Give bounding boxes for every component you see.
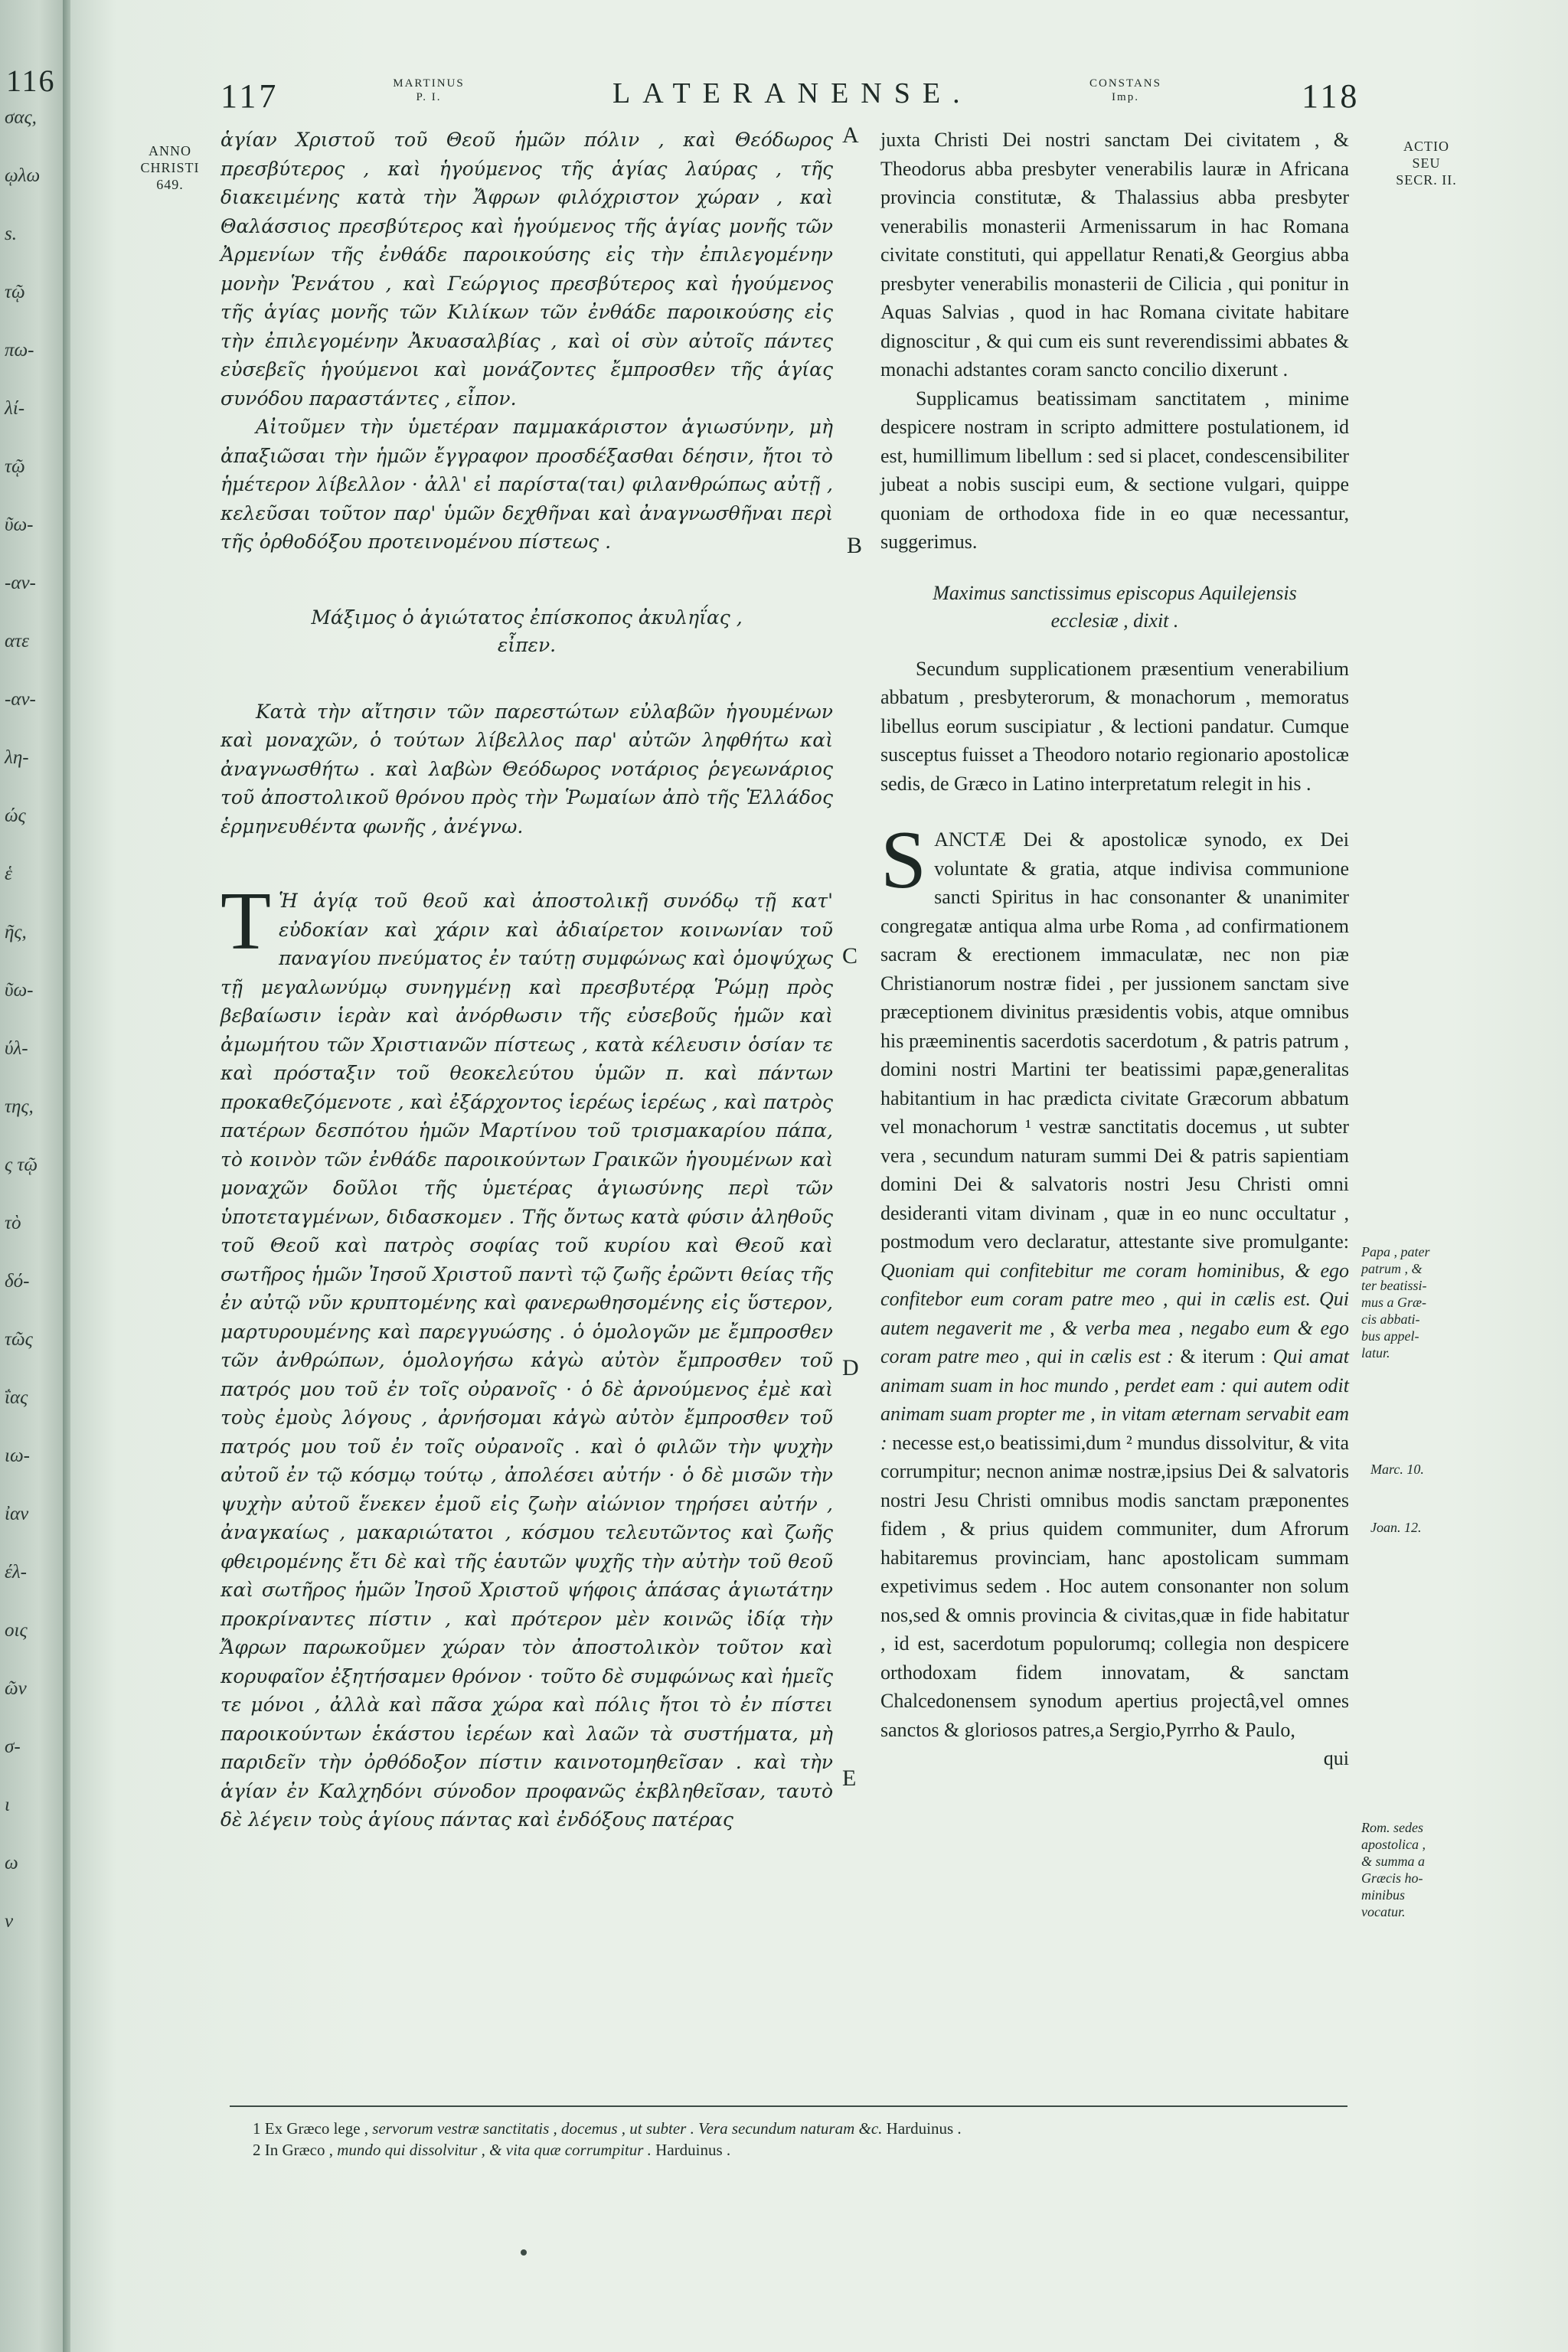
- actio-line: SEU: [1412, 155, 1441, 171]
- margin-note-line: Græcis ho-: [1361, 1870, 1423, 1886]
- latin-column: [880, 126, 1349, 1773]
- running-head-left-line: P. I.: [416, 91, 442, 103]
- greek-heading: εἶπεν.: [497, 633, 557, 656]
- latin-text: & iterum :: [1180, 1345, 1266, 1367]
- previous-page-fragment: της,: [5, 1096, 34, 1117]
- margin-note-line: mus a Græ-: [1361, 1295, 1427, 1310]
- greek-paragraph: Αἰτοῦμεν τὴν ὑμετέραν παμμακάριστον ἁγιωσύνην, μὴ ἀπαξιῶσαι τὴν ἡμῶν ἔγγραφον προσδέξασθαι δέησιν, ἤτοι τὸ ἡμέτερον λίβελλον · ἀλλ' εἰ παρίστα(ται) φιλανθρώπως αὐτῇ , κελεῦσαι τοῦτον παρ' ὑμῶν δεχθῆναι καὶ ἀναγνωσθῆναι περὶ τῆς ὀρθοδόξου προτεινομένου πίστεως .: [220, 416, 833, 553]
- greek-paragraph: [220, 876, 833, 1834]
- latin-drop-cap: S: [880, 815, 927, 906]
- latin-scripture-quote: Quoniam qui confitebitur me coram hominibus, & ego confitebor eum coram patre meo , qui in cælis est. Qui autem negaverit me , & verba mea , negabo eum & ego coram patre meo , qui in cælis est :: [880, 1259, 1349, 1367]
- margin-note-line: latur.: [1361, 1345, 1390, 1361]
- greek-text: Ἡ ἁγίᾳ τοῦ θεοῦ καὶ ἀποστολικῇ συνόδῳ τῇ κατ' εὐδοκίαν καὶ χάριν καὶ ἀδιαίρετον κοινωνίαν τοῦ παναγίου πνεύματος ἐν ταύτῃ συμφώνως καὶ ὁμοψύχως τῇ μεγαλωνύμῳ συνηγμένῃ καὶ πρεσβυτέρᾳ Ῥώμῃ πρὸς βεβαίωσιν ἱερὰν καὶ ἀνόρθωσιν τῆς εὐσεβοῦς ἡμῶν καὶ ἀμωμήτου τῶν Χριστιανῶν πίστεως , κατὰ κέλευσιν ὁσίαν τε καὶ πρόσταξιν τοῦ θεοκελεύτου ὑμῶν π. καὶ πάντων προκαθεζόμενοτε , καὶ ἐξάρχοντος ἱερέως ἱερέως , καὶ πατρὸς πατέρων δεσπότου ἡμῶν Μαρτίνου τοῦ τρισμακαρίου πάπα, τὸ κοινὸν τῶν ἐνθάδε παροικούντων Γραικῶν ἡγουμένων καὶ μοναχῶν δοῦλοι τῆς ὑμετέρας ἁγιωσύνης περὶ τῶν ὑποτεταγμένων, διδασκομεν . Τῆς ὄντως κατὰ φύσιν ἀληθοῦς τοῦ Θεοῦ καὶ πατρὸς σοφίας τοῦ κυρίου καὶ Θεοῦ καὶ σωτῆρος ἡμῶν Ἰησοῦ Χριστοῦ παντὶ τῷ ζωῆς ἐρῶντι θείας τῆς ἐν αὐτῷ νῦν κρυπτομένης καὶ φανερωθησομένης εἰς ὕστερον, μαρτυρουμένης καὶ παρεγγυώσης . ὁ ὁμολογῶν με ἔμπροσθεν τῶν ἀνθρώπων, ὁμολογήσω κἀγὼ αὐτὸν ἔμπροσθεν τοῦ πατρός μου τοῦ ἐν τοῖς οὐρανοῖς · ὁ δὲ ἀρνούμενος ἐμὲ καὶ τοὺς ἐμοὺς λόγους , ἀρνήσομαι κἀγὼ αὐτὸν ἔμπροσθεν τοῦ πατρός μου τοῦ ἐν τοῖς οὐρανοῖς . καὶ ὁ φιλῶν τὴν ψυχὴν αὐτοῦ ἐν τῷ κόσμῳ τούτῳ , ἀπολέσει αὐτήν · ὁ δὲ μισῶν τὴν ψυχὴν αὐτοῦ ἕνεκεν ἐμοῦ εἰς ζωὴν αἰώνιον τηρήσει αὐτήν , ἀναγκαίως , μακαριώτατοι , κόσμου τελευτῶντος καὶ ζωῆς φθειρομένης ἔτι δὲ καὶ τῆς ἑαυτῶν ψυχῆς τὴν αὐτὴν τοῦ θεοῦ καὶ σωτῆρος ἡμῶν Ἰησοῦ Χριστοῦ ψήφοις ἁπάσας ἁγιωτάτην προκρίναντες πίστιν , καὶ πρότερον μὲν κοινῶς ἰδίᾳ τὴν Ἄφρων παρωκοῦμεν χώραν τὸν ἀποστολικὸν τοῦτον καὶ κορυφαῖον ἐξητήσαμεν θρόνον · τοῦτο δὲ συμφώνως καὶ ἡμεῖς τε μόνοι , ἀλλὰ καὶ πᾶσα χώρα καὶ πόλις ἤτοι τὸ ἐν πίστει παροικούντων ἑκάστου ἱερέων καὶ λαῶν τὰ συστήματα, μὴ παριδεῖν τὴν ὀρθόδοξον πίστιν καινοτομηθεῖσαν . καὶ τὴν ἁγίαν ἐν Καλχηδόνι σύνοδον προφανῶς ἐκβληθεῖσαν, ταυτὸ δὲ λέγειν τοὺς ἁγίους πάντας καὶ ἐνδόξους πατέρας: [220, 890, 833, 1831]
- footnote-italic: servorum vestræ sanctitatis , docemus , ut subter . Vera secundum naturam &c.: [372, 2119, 883, 2138]
- previous-page-fragment: ι: [5, 1795, 10, 1815]
- greek-paragraph: ἁγίαν Χριστοῦ τοῦ Θεοῦ ἡμῶν πόλιν , καὶ Θεόδωρος πρεσβύτερος , καὶ ἡγούμενος τῆς ἁγίας λαύρας , τῆς διακειμένης κατὰ τὴν Ἄφρων φιλόχριστον χώραν , καὶ Θαλάσσιος πρεσβύτερος καὶ ἡγούμενος τῆς ἁγίας μονῆς τῶν Ἀρμενίων τῆς ἐνθάδε παροικούσης εἰς τὴν ἐπιλεγομένην μονὴν Ῥενάτου , καὶ Γεώργιος πρεσβύτερος καὶ ἡγούμενος τῆς ἁγίας μονῆς τῶν Κιλίκων τῶν ἐνθάδε παροικούσης εἰς τὴν ἐπιλεγομένην Ἀκυασαλβίας , καὶ οἱ σὺν αὐτοῖς πάντες εὐσεβεῖς ἡγούμενοι καὶ μονάζοντες ἔμπροσθεν τῆς ἁγίας συνόδου παραστάντες , εἶπον.: [220, 129, 833, 410]
- latin-heading: ecclesiæ , dixit .: [1050, 609, 1179, 632]
- anno-line: 649.: [156, 177, 184, 192]
- previous-page-number: 116: [6, 64, 56, 98]
- previous-page-fragment: ιω-: [5, 1446, 30, 1466]
- section-letter: D: [842, 1355, 859, 1380]
- greek-paragraph: Κατὰ τὴν αἴτησιν τῶν παρεστώτων εὐλαβῶν ἡγουμένων καὶ μοναχῶν, ὁ τούτων λίβελλος παρ' αὐτῶν ληφθήτω καὶ ἀναγνωσθήτω . καὶ λαβὼν Θεόδωρος νοτάριος ῥεγεωνάριος τοῦ ἀποστολικοῦ θρόνου πρὸς τὴν Ῥωμαίων ἀπὸ τῆς Ἑλλάδος ἑρμηνευθέντα φωνῆς , ἀνέγνω.: [220, 700, 833, 838]
- previous-page-fragment: ω: [5, 1853, 18, 1873]
- latin-heading: Maximus sanctissimus episcopus Aquilejensis: [933, 581, 1297, 604]
- margin-note-line: ter beatissi-: [1361, 1278, 1427, 1293]
- previous-page-fragment: λί-: [5, 398, 25, 419]
- footnotes: [253, 2118, 1340, 2161]
- footnote-tail: Harduinus .: [886, 2119, 962, 2138]
- running-head-right: [1064, 77, 1187, 104]
- ornament-dot: [521, 2249, 527, 2256]
- anno-christi-note: [132, 142, 208, 193]
- margin-note-line: Papa , pater: [1361, 1244, 1430, 1259]
- previous-page-fragment: έλ-: [5, 1562, 28, 1583]
- previous-page-fragment: οις: [5, 1620, 28, 1641]
- margin-note-line: & summa a: [1361, 1854, 1426, 1869]
- margin-note-joan: Joan. 12.: [1370, 1520, 1422, 1535]
- section-letter: A: [842, 122, 859, 148]
- previous-page-fragment: ῶν: [5, 1678, 27, 1699]
- previous-page-fragment: τῷ: [5, 282, 25, 302]
- previous-page-fragment: s.: [5, 224, 17, 244]
- previous-page-fragment: ν: [5, 1911, 14, 1932]
- page-number-left: 117: [220, 77, 279, 115]
- latin-paragraph: juxta Christi Dei nostri sanctam Dei civitatem , & Theodorus abba presbyter venerabilis lauræ in Africana provincia constitutæ, & Thalassius abba presbyter venerabilis monasterii Armenissarum in hac Romana civitate constituti, qui appellatur Renati,& Georgius abba presbyter venerabilis monasterii de Cilicia , qui ponitur in Aquas Salvias , quod in hac Romana civitate habitare dignoscitur , & qui cum eis sunt reverendissimi abbates & monachi adstantes coram sancto concilio dixerunt .: [880, 129, 1349, 381]
- previous-page-fragment: ῆς,: [5, 922, 27, 942]
- previous-page-fragment: -αν-: [5, 573, 36, 593]
- previous-page-fragment: ἑ: [5, 864, 12, 884]
- section-letter: B: [847, 533, 863, 558]
- previous-page-fragment: ς τῷ: [5, 1155, 38, 1175]
- previous-page-fragment: δό-: [5, 1271, 30, 1292]
- previous-page-fragment: τῶς: [5, 1329, 33, 1350]
- previous-page: [0, 0, 69, 2352]
- footnote-number: 2: [253, 2141, 261, 2159]
- running-head-right-line: CONSTANS: [1089, 77, 1161, 90]
- previous-page-fragment: σας,: [5, 107, 37, 128]
- previous-page-fragment: ῦω-: [5, 514, 34, 535]
- catchword: qui: [1323, 1747, 1349, 1769]
- previous-page-fragment: λη-: [5, 747, 29, 768]
- section-letter: C: [842, 943, 858, 969]
- previous-page-fragment: ἰαν: [5, 1504, 29, 1524]
- footnote-number: 1: [253, 2119, 261, 2138]
- previous-page-fragment: -αν-: [5, 689, 36, 710]
- running-head-left: [368, 77, 490, 104]
- margin-note-line: apostolica ,: [1361, 1837, 1426, 1852]
- running-head-left-line: MARTINUS: [393, 77, 465, 90]
- previous-page-fragment: ῳλω: [5, 165, 41, 186]
- actio-line: SECR. II.: [1396, 172, 1457, 188]
- running-head-right-line: Imp.: [1112, 91, 1139, 103]
- previous-page-fragment: ώς: [5, 805, 26, 826]
- page-number-right: 118: [1302, 77, 1361, 115]
- greek-heading: Μάξιμος ὁ ἁγιώτατος ἐπίσκοπος ἀκυληΐας ,: [311, 606, 743, 629]
- latin-paragraph: Supplicamus beatissimam sanctitatem , minime despicere nostram in scripto admittere postulationem, id est, humillimum libellum : sed si placet, condescensibiliter jubeat a nobis suscipi eum, & sectione vulgari, quippe quoniam de orthodoxa fide in eo quæ necessantur, suggerimus.: [880, 387, 1349, 553]
- footnote-rule: [230, 2105, 1348, 2107]
- latin-paragraph: Secundum supplicationem præsentium venerabilium abbatum , presbyterorum, & monachorum , memoratus libellus eorum suscipiatur , & lectioni pandatur. Cumque susceptus fuisset a Theodoro notario regionario apostolicæ sedis, de Græco in Latino interpretatum relegit in his .: [880, 657, 1349, 795]
- footnote-italic: mundo qui dissolvitur , & vita quæ corrumpitur .: [337, 2141, 652, 2159]
- margin-note-line: Rom. sedes: [1361, 1820, 1423, 1835]
- margin-note-line: vocatur.: [1361, 1904, 1406, 1919]
- footnote-text: In Græco ,: [264, 2141, 333, 2159]
- page-title: LATERANENSE.: [612, 77, 972, 109]
- previous-page-fragment: τῷ: [5, 456, 25, 477]
- previous-page-fragment: τὸ: [5, 1213, 21, 1233]
- margin-note-papa: [1361, 1243, 1476, 1361]
- anno-line: ANNO: [149, 143, 191, 158]
- latin-scripture-quote: Qui amat animam suam in hoc mundo , perdet eam : qui autem odit animam suam propter me , in vitam æternam servabit eam :: [880, 1345, 1349, 1454]
- greek-drop-cap: Τ: [220, 876, 271, 967]
- latin-lead: ANCTÆ: [934, 828, 1006, 851]
- margin-note-line: patrum , &: [1361, 1261, 1423, 1276]
- greek-column: [220, 126, 833, 1834]
- footnote: [253, 2139, 1340, 2161]
- previous-page-fragment: ΐας: [5, 1387, 28, 1408]
- margin-note-line: cis abbati-: [1361, 1312, 1420, 1327]
- footnote-text: Ex Græco lege ,: [264, 2119, 369, 2138]
- section-letter: E: [842, 1766, 857, 1791]
- latin-paragraph: [880, 815, 1349, 1744]
- previous-page-fragment: ῦω-: [5, 980, 34, 1001]
- previous-page-fragment: ατε: [5, 631, 29, 652]
- actio-line: ACTIO: [1403, 139, 1449, 154]
- margin-note-line: bus appel-: [1361, 1328, 1419, 1344]
- anno-line: CHRISTI: [140, 160, 200, 175]
- margin-note-line: minibus: [1361, 1887, 1406, 1903]
- previous-page-fragment: πω-: [5, 340, 34, 361]
- previous-page-fragment: ύλ-: [5, 1038, 28, 1059]
- footnote-tail: Harduinus .: [655, 2141, 731, 2159]
- footnote: [253, 2118, 1340, 2139]
- margin-note-rom: [1361, 1819, 1476, 1920]
- margin-note-marc: Marc. 10.: [1370, 1462, 1424, 1477]
- previous-page-fragment: σ-: [5, 1736, 21, 1757]
- latin-text: necesse est,o beatissimi,dum ² mundus dissolvitur, & vita corrumpitur; necnon animæ nostræ,ipsius Dei & salvatoris nostri Jesu Christi omnibus modis sanctam præponentes fidem , & prius quidem communiter, dum Afrorum habitaremus provinciam, hanc apostolicam summam expetivimus sedem . Hoc autem consonanter non solum nos,sed & omnis provincia & civitas,quæ in fide habitatur , id est, sacerdotum populorumq; collegia non despicere orthodoxam fidem innovatam, & sanctam Chalcedonensem synodum apertius projectâ,vel omnes sanctos & gloriosos patres,a Sergio,Pyrrho & Paulo,: [880, 1431, 1349, 1741]
- latin-text: Dei & apostolicæ synodo, ex Dei voluntate & gratia, atque indivisa communione sancti Spiritus in hac consonanter & unanimiter congregatæ antiqua alma urbe Roma , ad confirmationem sacram & erectionem immaculatæ, nec non piæ Christianorum nostræ fidei , per jussionem sanctam sive præceptionem divinitus præsidentis vobis, atque omnibus his præeminentis sacerdotis sacerdotum , & patris patrum , domini nostri Martini ter beatissimi papæ,generalitas habitantium in hac prædicta civitate Græcorum abbatum vel monachorum ¹ vestræ sanctitatis docemus , ut subter vera , secundum naturam summi Dei & patris sapientiam domini Dei & salvatoris nostri Jesu Christi omni desideranti vitam divinam , quæ in eo nunc occultatur , postmodum vero declaratur, attestante sive promulgante:: [880, 828, 1349, 1253]
- actio-note: [1384, 138, 1468, 188]
